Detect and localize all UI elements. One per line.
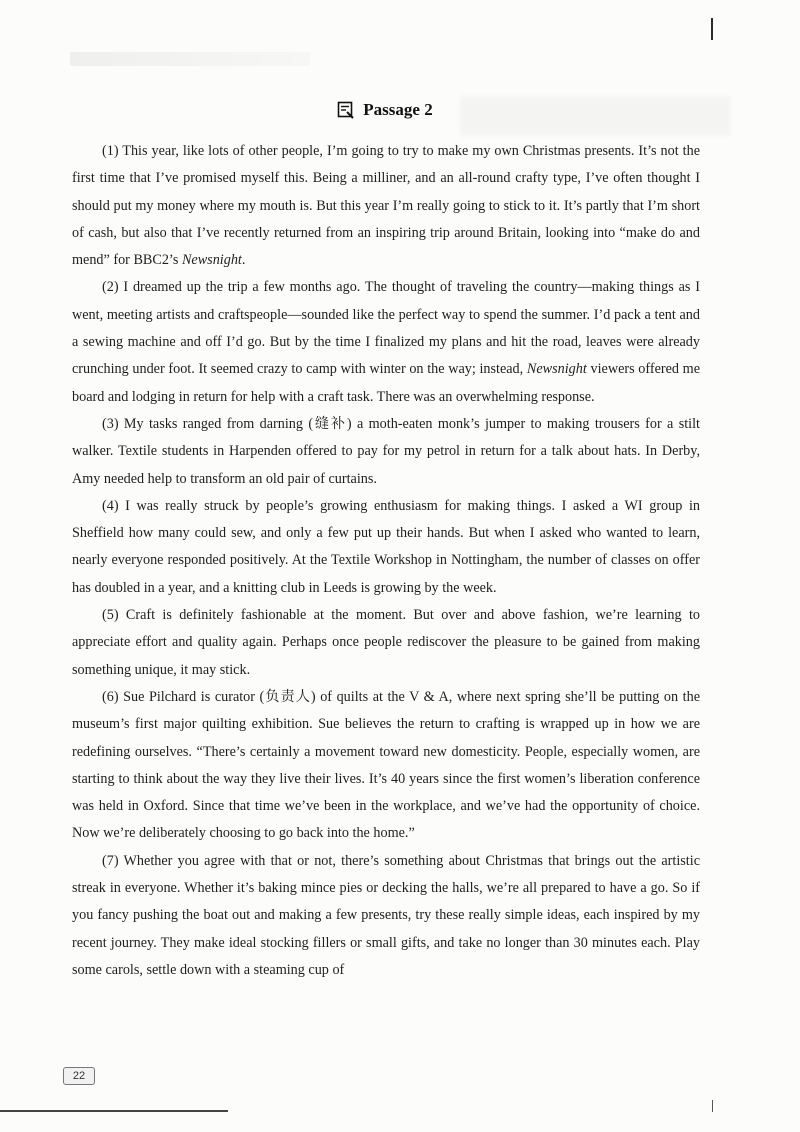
page-number: 22 <box>63 1067 95 1085</box>
footer-rule <box>0 1110 228 1112</box>
paragraph-3: (3) My tasks ranged from darning (缝补) a moth-eaten monk’s jumper to making trousers for a stilt walker. Textile students in Harpenden offered to pay for my petrol in return for a talk about hats. In Derby, Amy needed help to transform an old pair of curtains. <box>72 415 700 487</box>
page-edge-mark-bottom <box>712 1100 713 1112</box>
newsnight-italic: Newsnight <box>526 361 587 378</box>
reading-note-icon <box>337 101 355 119</box>
paragraph-1: (1) This year, like lots of other people, I’m going to try to make my own Christmas presents. It’s not the first time that I’ve promised myself this. Being a milliner, and an all-round crafty type, I’ve often thought I should put my money where my mouth is. But this year I’m really going to stick to it. It’s partly that I’m short of cash, but also that I’ve recently returned from an inspiring trip around Britain, looking into “make do and mend” for BBC2’s Newsnight. <box>72 143 700 269</box>
paragraph-6: (6) Sue Pilchard is curator (负责人) of quilts at the V & A, where next spring she’ll be putting on the museum’s first major quilting exhibition. Sue believes the return to crafting is wrapped up in how we are redefining ourselves. “There’s certainly a movement toward new domesticity. People, especially women, are starting to think about the way they live their lives. It’s 40 years since the first women’s liberation conference was held in Oxford. Since that time we’ve been in the workplace, and we’ve had the opportunity of choice. Now we’re deliberately choosing to go back into the home.” <box>72 688 700 842</box>
passage-title: Passage 2 <box>363 100 433 119</box>
page-edge-mark <box>711 18 713 40</box>
paragraph-2: (2) I dreamed up the trip a few months ago. The thought of traveling the country—making things as I went, meeting artists and craftspeople—sounded like the perfect way to spend the summer. I’d pack a tent and a sewing machine and off I’d go. But by the time I finalized my plans and hit the road, leaves were already crunching under foot. It seemed crazy to camp with winter on the way; instead, Newsnight viewers offered me board and lodging in return for help with a craft task. There was an overwhelming response. <box>72 279 700 405</box>
paragraph-5: (5) Craft is definitely fashionable at the moment. But over and above fashion, we’re learning to appreciate effort and quality again. Perhaps once people rediscover the pleasure to be gained from making something unique, it may stick. <box>72 607 700 678</box>
paragraph-7: (7) Whether you agree with that or not, there’s something about Christmas that brings out the artistic streak in everyone. Whether it’s baking mince pies or decking the halls, we’re all prepared to have a go. So if you fancy pushing the boat out and making a few presents, try these really simple ideas, each inspired by my recent journey. They make ideal stocking fillers or small gifts, and take no longer than 30 minutes each. Play some carols, settle down with a steaming cup of <box>72 852 700 978</box>
newsnight-italic: Newsnight <box>181 252 242 269</box>
bleed-through-header <box>70 52 310 66</box>
passage-header <box>0 100 770 120</box>
paragraph-4: (4) I was really struck by people’s growing enthusiasm for making things. I asked a WI group in Sheffield how many could sew, and only a few put up their hands. But when I asked who wanted to learn, nearly everyone responded positively. At the Textile Workshop in Nottingham, the number of classes on offer has doubled in a year, and a knitting club in Leeds is growing by the week. <box>72 497 700 596</box>
passage-body <box>72 138 700 984</box>
